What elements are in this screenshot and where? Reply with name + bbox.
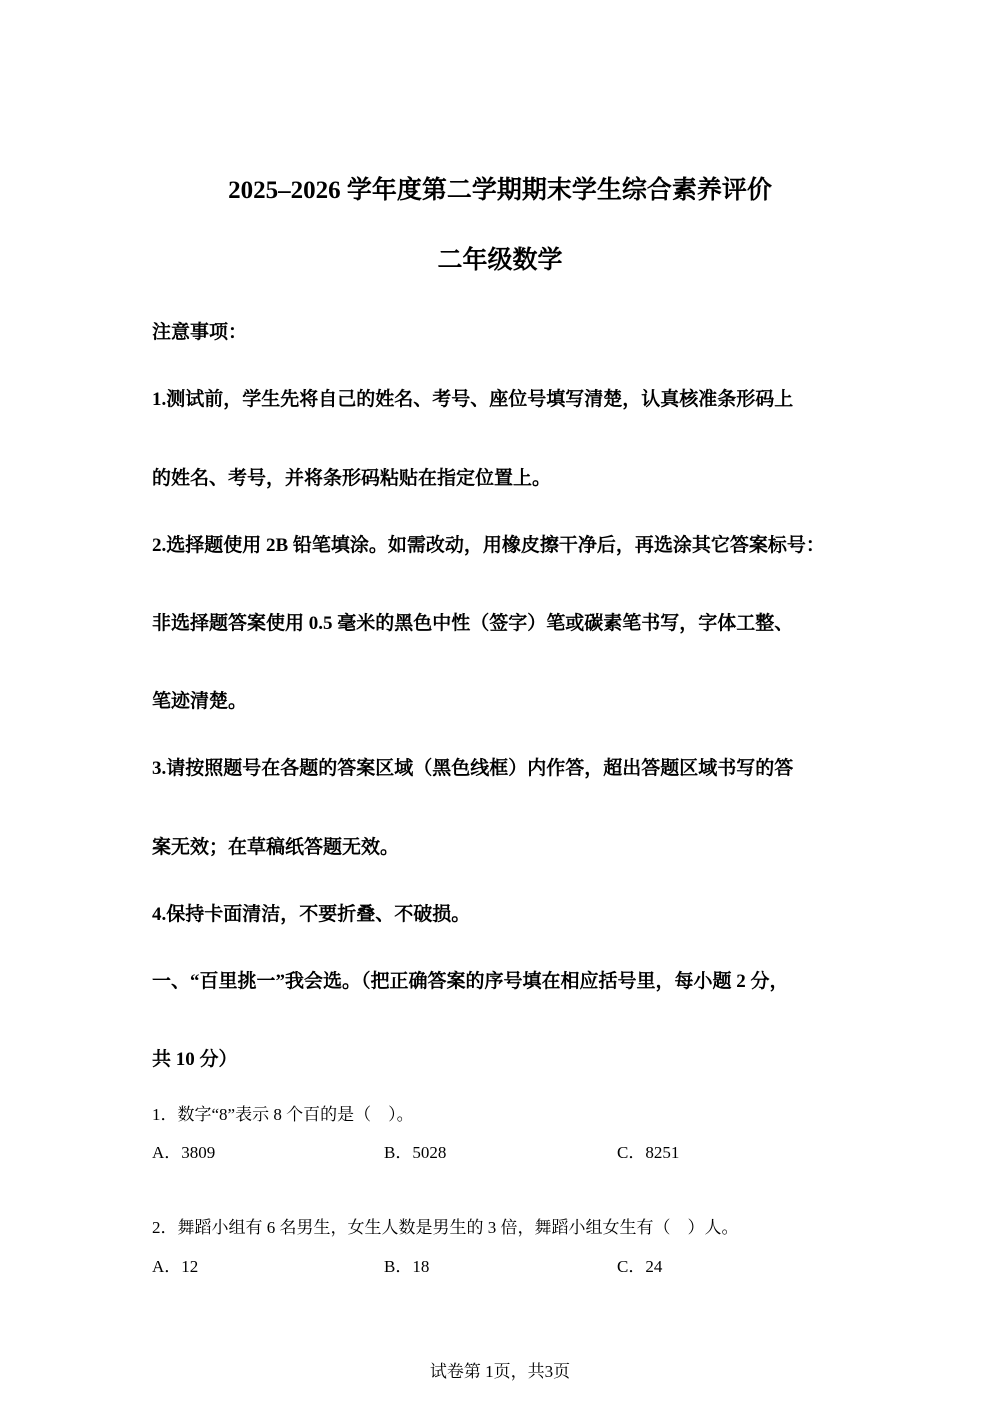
answer-option-a[interactable]: A．3809	[152, 1143, 216, 1162]
exam-subtitle: 二年级数学	[437, 247, 563, 274]
notes-heading: 注意事项：	[152, 322, 248, 343]
exam-title: 2025–2026 学年度第二学期期末学生综合素养评价	[228, 177, 772, 204]
notes-line: 非选择题答案使用 0.5 毫米的黑色中性（签字）笔或碳素笔书写，字体工整、	[152, 613, 794, 634]
notes-line: 的姓名、考号，并将条形码粘贴在指定位置上。	[152, 468, 552, 489]
page-number: 试卷第 1页，共3页	[429, 1362, 571, 1381]
notes-line: 2.选择题使用 2B 铅笔填涂。如需改动，用橡皮擦干净后，再选涂其它答案标号：	[152, 535, 825, 556]
question-text: 1．数字“8”表示 8 个百的是（ ）。	[152, 1105, 414, 1124]
section-heading-cont: 共 10 分）	[152, 1049, 238, 1070]
notes-line: 笔迹清楚。	[152, 691, 248, 712]
notes-line: 1.测试前，学生先将自己的姓名、考号、座位号填写清楚，认真核准条形码上	[152, 389, 794, 410]
answer-option-a[interactable]: A．12	[152, 1257, 199, 1276]
notes-line: 3.请按照题号在各题的答案区域（黑色线框）内作答，超出答题区域书写的答	[152, 758, 794, 779]
question-text: 2．舞蹈小组有 6 名男生，女生人数是男生的 3 倍，舞蹈小组女生有（ ）人。	[152, 1218, 739, 1237]
answer-option-b[interactable]: B．18	[384, 1257, 430, 1276]
answer-option-c[interactable]: C．8251	[617, 1143, 680, 1162]
notes-line: 4.保持卡面清洁，不要折叠、不破损。	[152, 904, 471, 925]
answer-option-c[interactable]: C．24	[617, 1257, 663, 1276]
notes-line: 案无效；在草稿纸答题无效。	[152, 837, 400, 858]
answer-option-b[interactable]: B．5028	[384, 1143, 447, 1162]
section-heading: 一、“百里挑一”我会选。（把正确答案的序号填在相应括号里，每小题 2 分，	[152, 971, 789, 992]
